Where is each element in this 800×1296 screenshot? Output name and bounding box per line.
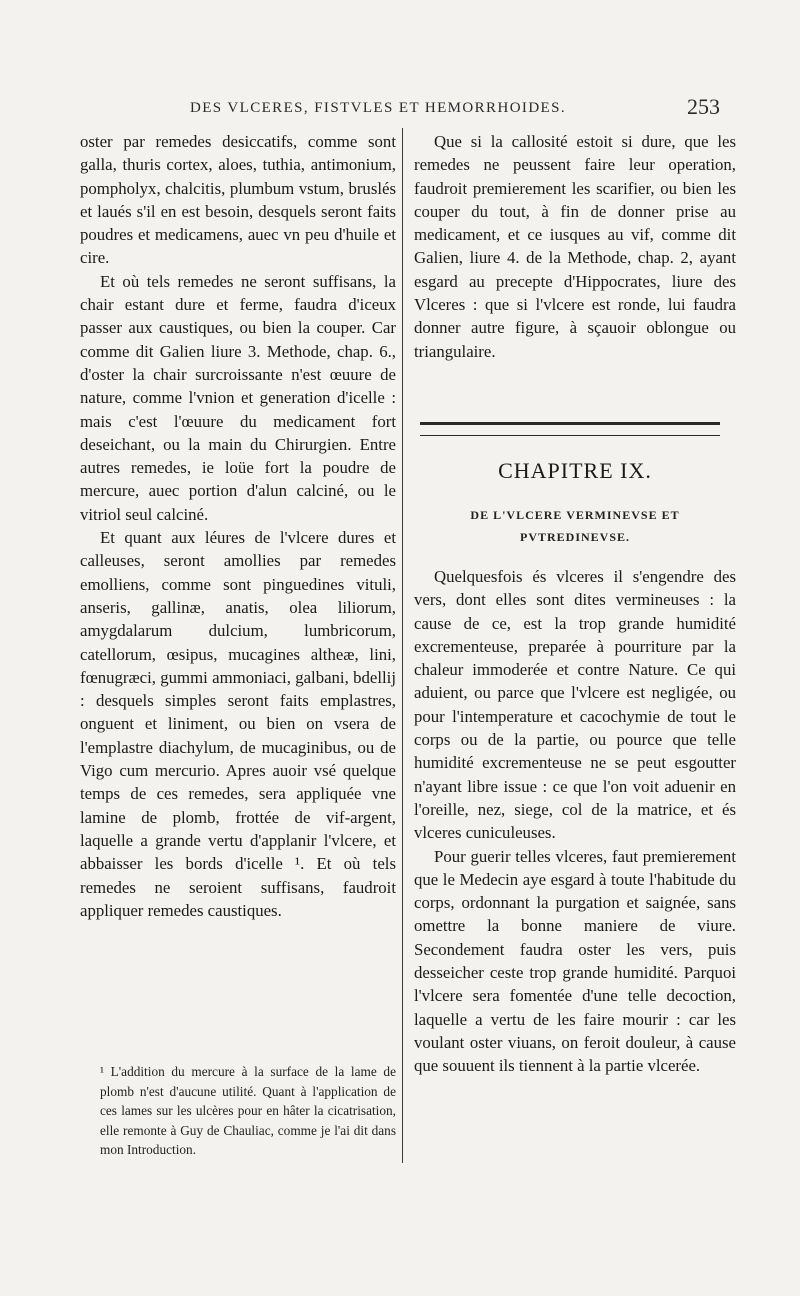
right-column-body [414,565,736,1078]
running-title: DES VLCERES, FISTVLES ET HEMORRHOIDES. [190,100,567,116]
left-paragraph-1: oster par remedes desiccatifs, comme sont galla, thuris cortex, aloes, tuthia, antimonium, pompholyx, chalcitis, plumbum vstum, bruslés et laués s'il en est besoin, desquels seront faits poudres et medicamens, auec vn peu d'huile et cire. [80,132,396,268]
chapter-subtitle-line-1: DE L'VLCERE VERMINEVSE ET [470,508,680,522]
chapter-subtitle-line-2: PVTREDINEVSE. [519,530,631,544]
chapter-subtitle [414,504,736,548]
chapter-title: CHAPITRE IX. [498,458,652,483]
page-header [150,94,720,128]
chapter-separator-rule [420,422,720,436]
left-paragraph-2: Et où tels remedes ne seront suffisans, la chair estant dure et ferme, faudra d'iceux passer aux caustiques, ou bien la couper. Car comme dit Galien liure 3. Methode, chap. 6., d'oster la chair surcroissante n'est œuure de nature, comme l'vnion et generation d'icelle : mais c'est l'œuure du medicament fort deseichant, ou la main du Chirurgien. Entre autres remedes, ie loüe fort la poudre de mercure, auec portion d'alun calciné, ou le vitriol seul calciné. [80,271,396,524]
page-number: 253 [687,94,720,119]
right-paragraph-1: Quelquesfois és vlceres il s'engendre des vers, dont elles sont dites vermineuses : la cause de ce, est la trop grande humidité excrementeuse, preparée à pourriture par la chaleur immoderée et contre Nature. Ce qui aduient, ou parce que l'vlcere est negligée, ou pour l'intemperature et cacochymie de tout le corps ou de la partie, ou pource que telle humidité excrementeuse ne se peut esgoutter n'ayant libre issue : ce que l'on voit aduenir en l'oreille, nez, siege, col de la matrice, et és vlceres cuniculeuses. [414,567,736,843]
footnote: ¹ L'addition du mercure à la surface de la lame de plomb n'est d'aucune utilité. Quant à l'application de ces lames sur les ulcères pour en hâter la cicatrisation, elle remonte à Guy de Chauliac, comme je l'ai dit dans mon Introduction. [100,1064,396,1157]
column-divider [402,128,403,1163]
left-paragraph-3: Et quant aux léures de l'vlcere dures et calleuses, seront amollies par remedes emolliens, comme sont pinguedines vituli, anseris, gallinæ, anatis, olea liliorum, amygdalarum dulcium, lumbricorum, catellorum, œsipus, mucagines altheæ, lini, fœnugræci, gummi ammoniaci, galbani, bdellij : desquels simples seront faits emplastres, onguent et liniment, ou bien on vsera de l'emplastre diachylum, de mucaginibus, ou de Vigo cum mercurio. Apres auoir vsé quelque temps de ces remedes, sera appliquée vne lamine de plomb, frottée de vif-argent, laquelle a grande vertu d'applanir l'vlcere, et abbaisser les bords d'icelle ¹. Et où tels remedes ne seroient suffisans, faudroit appliquer remedes caustiques. [80,528,396,920]
right-paragraph-top: Que si la callosité estoit si dure, que les remedes ne peussent faire leur operation, faudroit premierement les scarifier, ou bien les couper du tout, à fin de donner prise au medicament, et ce iusques au vif, comme dit Galien, liure 4. de la Methode, chap. 2, ayant esgard au precepte d'Hippocrates, liure des Vlceres : que si l'vlcere est ronde, lui faudra donner autre figure, à sçauoir oblongue ou triangulaire. [414,132,736,361]
left-column [80,130,396,922]
right-column-top [414,130,736,363]
right-paragraph-2: Pour guerir telles vlceres, faut premierement que le Medecin aye esgard à toute l'habitude du corps, ordonnant la purgation et saignée, sans omettre la bonne maniere de viure. Secondement faudra oster les vers, puis desseicher ceste trop grande humidité. Parquoi l'vlcere sera fomentée d'une telle decoction, laquelle a vertu de les faire mourir : car les voulant oster viuans, on feroit douleur, à cause que souuent ils tiennent à la partie vlcerée. [414,846,736,1076]
